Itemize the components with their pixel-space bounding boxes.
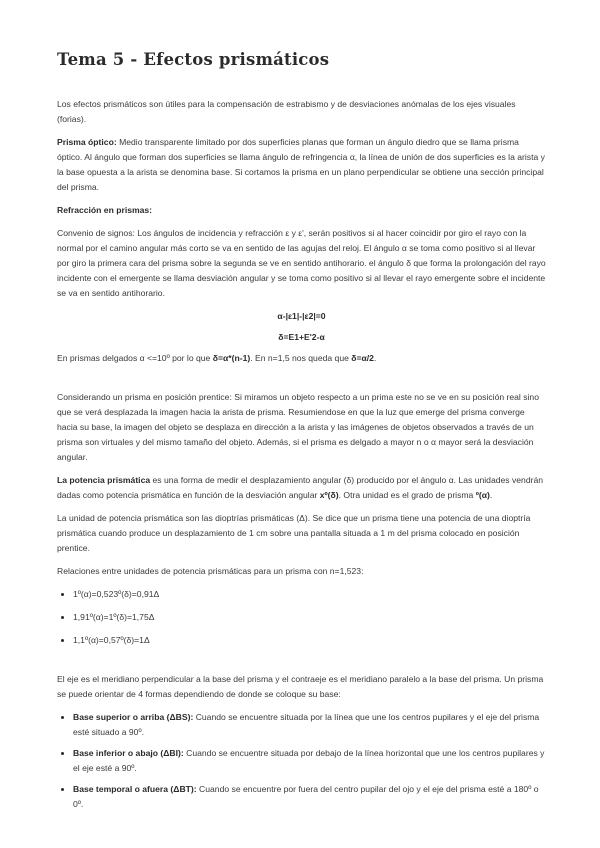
intro-paragraph: Los efectos prismáticos son útiles para la compensación de estrabismo y de desviaciones anómalas de los ejes visuales (forias). <box>57 99 516 124</box>
delgados-post: . <box>373 353 377 363</box>
delgados-formula-2: δ=α/2 <box>351 353 374 363</box>
refraccion-heading: Refracción en prismas: <box>57 205 153 215</box>
list-item: • 1º(α)=0,523º(δ)=0,91Δ <box>73 587 546 602</box>
relaciones-intro: Relaciones entre unidades de potencia prismáticas para un prisma con n=1,523: <box>57 566 364 576</box>
delgados-formula-1: δ=α*(n-1) <box>212 353 251 363</box>
potencia-term: La potencia prismática <box>57 475 151 485</box>
potencia-unit-a: xº(δ) <box>319 490 339 500</box>
prentice-paragraph: Considerando un prisma en posición prentice: Si miramos un objeto respecto a un prima este no se ve en su posición real sino que se verá desplazada la imagen hacia la arista de prisma. Resumiendose en que la luz que emerge del prisma converge hacia su base, la imagen del objeto se desplaza en dirección a la arista y las imágenes de objetos observados a través de un prisma son virtuales y del mismo tamaño del objeto. Además, si el prisma es delgado a mayor n o α mayor será la desviación angular. <box>57 392 539 462</box>
potencia-text-a: es una forma de medir el desplazamiento angular (δ) producido por el ángulo α. Las unidades vendrán dadas como potencia prismática en función de la desviación angular <box>57 475 544 500</box>
prisma-optico-term: Prisma óptico: <box>57 137 117 147</box>
relaciones-list <box>57 587 546 648</box>
delgados-pre: En prismas delgados α <=10º por lo que <box>57 353 213 363</box>
spacer <box>57 656 546 672</box>
list-item <box>73 746 546 776</box>
formula-1: α-|ε1|-|ε2|=0 <box>277 311 326 321</box>
orientacion-text: Cuando se encuentre situada por la línea que une los centros pupilares y el eje del prisma esté situado a 90º. <box>73 712 540 737</box>
orientacion-term: Base superior o arriba (ΔBS): <box>73 712 194 722</box>
prisma-optico-text: Medio transparente limitado por dos superficies planas que forman un ángulo diedro que se llama prisma óptico. Al ángulo que forman dos superficies se llama ángulo de refringencia α, la línea de unión de dos superficies es la arista y la base opuesta a la arista se denomina base. Si cortamos la prisma en un plano perpendicular se obtiene una sección principal del prisma. <box>57 137 545 192</box>
page-title: Tema 5 - Efectos prismáticos <box>57 50 330 69</box>
spacer <box>57 374 546 390</box>
delgados-mid: . En n=1,5 nos queda que <box>250 353 352 363</box>
orientacion-term: Base inferior o abajo (ΔBI): <box>73 748 184 758</box>
prisma-optico-paragraph <box>57 135 546 195</box>
potencia-text-b: . Otra unidad es el grado de prisma <box>338 490 476 500</box>
list-item <box>73 782 546 812</box>
potencia-text-c: . <box>489 490 493 500</box>
list-item: • 1,1º(α)=0,57º(δ)=1Δ <box>73 633 546 648</box>
potencia-unit-b: º(α) <box>475 490 490 500</box>
convenio-paragraph: Convenio de signos: Los ángulos de incidencia y refracción ε y ε', serán positivos si al hacer coincidir por giro el rayo con la normal por el camino angular más corto se va en sentido de las agujas del reloj. El ángulo α se toma como positivo si al llevar por giro la primera cara del prisma sobre la segunda se ve en sentido antihorario. el ángulo δ que forma la prolongación del rayo incidente con el emergente se llama desviación angular y se toma como positivo si al llevar el rayo emergente sobre el incidente se va en sentido antihorario. <box>57 228 546 298</box>
orientacion-text: Cuando se encuentre por fuera del centro pupilar del ojo y el eje del prisma esté a 180º o 0º. <box>73 784 539 809</box>
potencia-paragraph <box>57 473 546 503</box>
list-item <box>73 710 546 740</box>
eje-paragraph: El eje es el meridiano perpendicular a la base del prisma y el contraeje es el meridiano paralelo a la base del prisma. Un prisma se puede orientar de 4 formas dependiendo de donde se coloque su base: <box>57 674 544 699</box>
formula-2: δ=E1+E'2-α <box>278 332 325 342</box>
orientaciones-list <box>57 710 546 812</box>
list-item: • 1,91º(α)=1º(δ)=1,75Δ <box>73 610 546 625</box>
delgados-paragraph <box>57 351 546 366</box>
dioptria-paragraph: La unidad de potencia prismática son las dioptrías prismáticas (Δ). Se dice que un prisma tiene una potencia de una dioptría prismática cuando produce un desplazamiento de 1 cm sobre una pantalla situada a 1 m del prisma colocado en posición prentice. <box>57 513 531 553</box>
orientacion-text: Cuando se encuentre situada por debajo de la línea horizontal que une los centros pupilares y el eje esté a 90º. <box>73 748 545 773</box>
orientacion-term: Base temporal o afuera (ΔBT): <box>73 784 197 794</box>
